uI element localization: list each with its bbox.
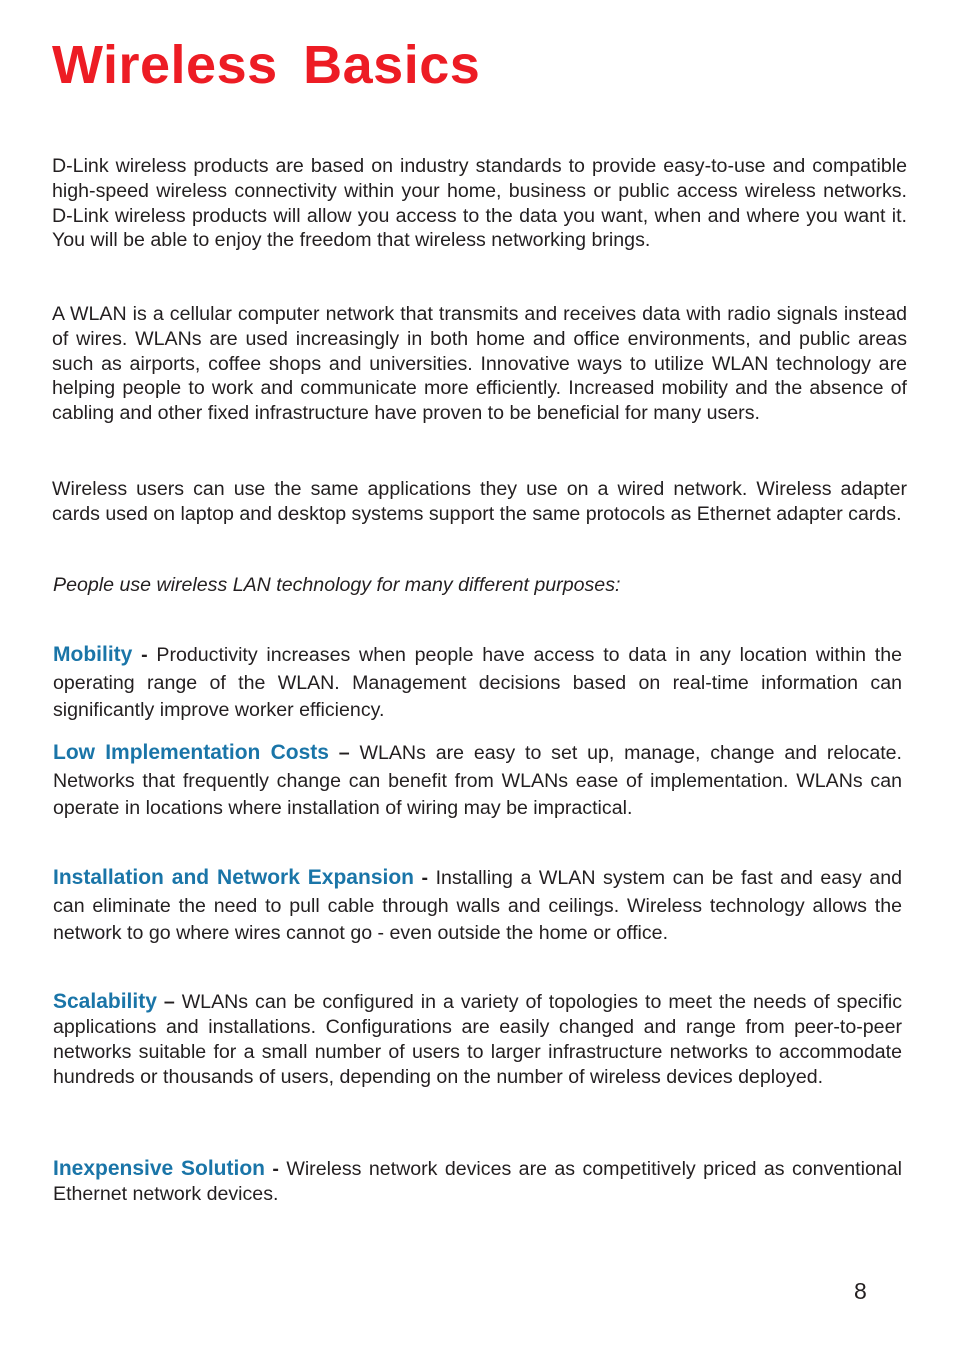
wireless-users-paragraph: Wireless users can use the same applications they use on a wired network. Wireless adapter cards used on laptop and desktop systems support the same protocols as Ethernet adapter cards. — [52, 478, 907, 525]
page-number: 8 — [854, 1278, 867, 1304]
purpose-term: Mobility — [53, 643, 133, 666]
wlan-paragraph: A WLAN is a cellular computer network that transmits and receives data with radio signals instead of wires. WLANs are used increasingly in both home and office environments, and public areas such as airports, coffee shops and universities. Innovative ways to utilize WLAN technology are helping people to work and communicate more efficiently. Increased mobility and the absence of cabling and other fixed infrastructure have proven to be beneficial for many users. — [52, 303, 907, 425]
purpose-text: Productivity increases when people have access to data in any location within the operating range of the WLAN. Management decisions based on real-time information can significantly improve worker efficiency. — [53, 644, 902, 721]
purpose-term: Installation and Network Expansion — [53, 866, 414, 889]
purpose-low-implementation-costs — [53, 739, 902, 823]
page-title: Wireless Basics — [52, 35, 481, 95]
purpose-installation-network-expansion — [53, 864, 902, 948]
purpose-separator: - — [265, 1158, 287, 1180]
purposes-intro: People use wireless LAN technology for many different purposes: — [53, 574, 621, 596]
purpose-text: WLANs can be configured in a variety of topologies to meet the needs of specific applications and installations. Configurations are easily changed and range from peer-to-peer networks suitable for a small number of users to larger infrastructure networks to accommodate hundreds or thousands of users, depending on the number of wireless devices deployed. — [53, 991, 902, 1088]
purpose-text: WLANs are easy to set up, manage, change and relocate. Networks that frequently change can benefit from WLANs ease of implementation. WLANs can operate in locations where installation of wiring may be impractical. — [53, 742, 903, 819]
purpose-text: Wireless network devices are as competitively priced as conventional Ethernet network devices. — [53, 1158, 902, 1205]
purpose-separator: – — [328, 742, 360, 764]
purpose-mobility — [53, 641, 902, 725]
intro-paragraph: D-Link wireless products are based on industry standards to provide easy-to-use and compatible high-speed wireless connectivity within your home, business or public access wireless networks. D-Link wireless products will allow you access to the data you want, when and where you want it. You will be able to enjoy the freedom that wireless networking brings. — [52, 155, 907, 252]
purpose-term: Scalability — [53, 990, 157, 1013]
purpose-term: Inexpensive Solution — [53, 1157, 265, 1180]
purpose-inexpensive-solution — [53, 1156, 902, 1207]
purpose-text: Installing a WLAN system can be fast and easy and can eliminate the need to pull cable through walls and ceilings. Wireless technology allows the network to go where wires cannot go - even outside the home or office. — [53, 867, 903, 944]
purpose-separator: - — [132, 644, 157, 666]
purpose-separator: – — [156, 991, 182, 1013]
purpose-scalability — [53, 989, 902, 1090]
purpose-term: Low Implementation Costs — [53, 741, 329, 764]
purpose-separator: - — [414, 867, 436, 889]
